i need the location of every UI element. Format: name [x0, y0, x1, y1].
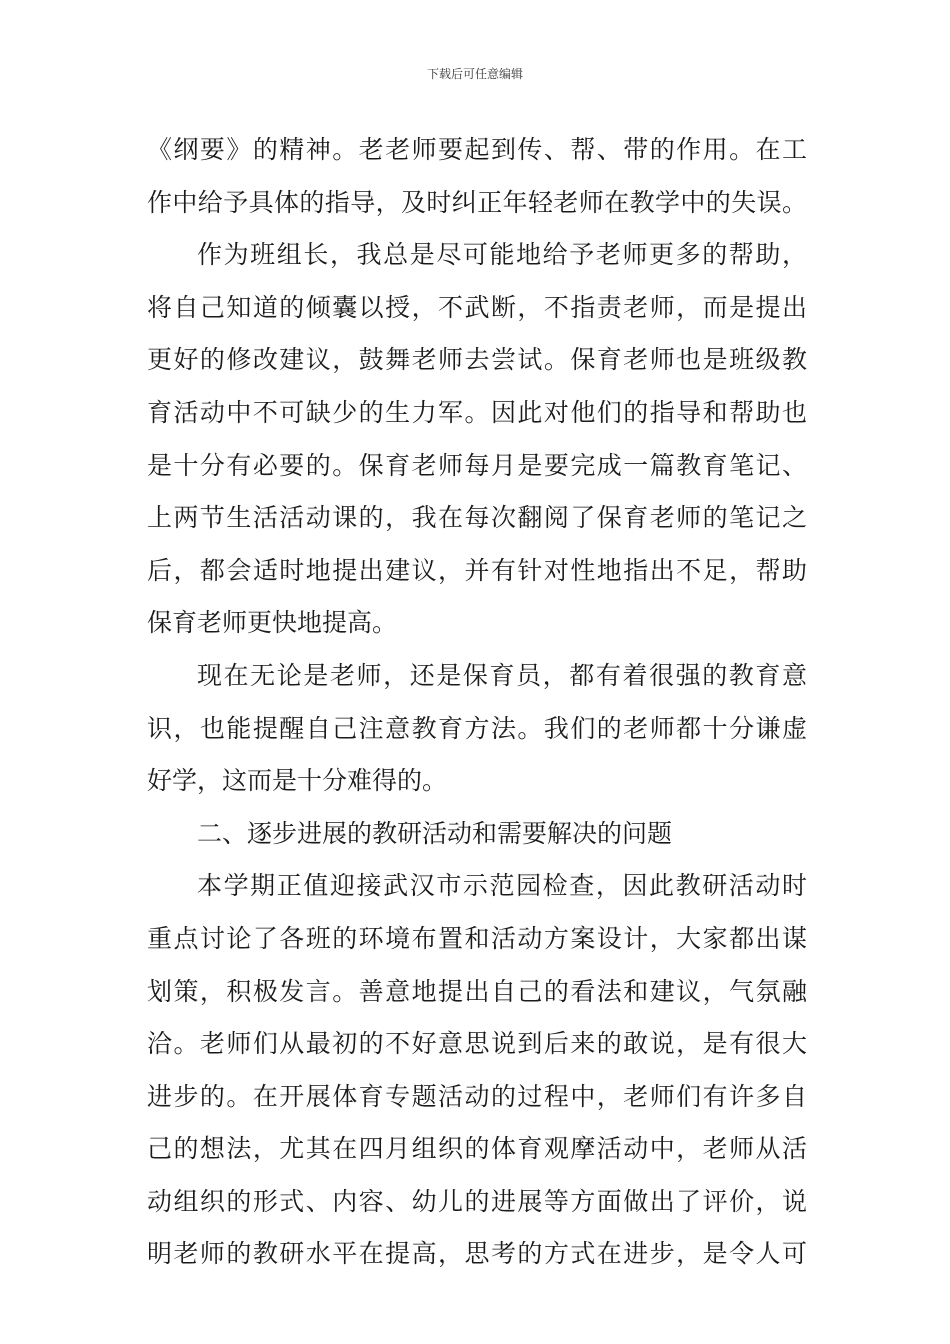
- text-line: 识，也能提醒自己注意教育方法。我们的老师都十分谦虚: [147, 713, 807, 743]
- document-body: [147, 124, 807, 1281]
- text-line: 好学，这而是十分难得的。: [147, 766, 448, 796]
- text-line: 保育老师更快地提高。: [147, 608, 398, 638]
- text-line: 上两节生活活动课的，我在每次翻阅了保育老师的笔记之: [147, 503, 807, 533]
- text-line: 更好的修改建议，鼓舞老师去尝试。保育老师也是班级教: [147, 345, 807, 375]
- text-line: 是十分有必要的。保育老师每月是要完成一篇教育笔记、: [147, 450, 807, 480]
- text-line: 动组织的形式、内容、幼儿的进展等方面做出了评价，说: [147, 1186, 807, 1216]
- text-line: 划策，积极发言。善意地提出自己的看法和建议，气氛融: [147, 976, 807, 1006]
- page-header-note: 下载后可任意编辑: [426, 67, 523, 81]
- text-line: 明老师的教研水平在提高，思考的方式在进步，是令人可: [147, 1239, 807, 1269]
- text-line: 将自己知道的倾囊以授，不武断，不指责老师，而是提出: [147, 292, 807, 322]
- text-line: 本学期正值迎接武汉市示范园检查，因此教研活动时: [197, 871, 807, 901]
- text-line: 后，都会适时地提出建议，并有针对性地指出不足，帮助: [147, 555, 807, 585]
- text-line: 现在无论是老师，还是保育员，都有着很强的教育意: [197, 660, 807, 690]
- text-line: 《纲要》的精神。老老师要起到传、帮、带的作用。在工: [147, 135, 807, 164]
- text-line: 进步的。在开展体育专题活动的过程中，老师们有许多自: [147, 1081, 807, 1111]
- section-heading: 二、逐步进展的教研活动和需要解决的问题: [197, 818, 673, 848]
- text-line: 洽。老师们从最初的不好意思说到后来的敢说，是有很大: [147, 1029, 807, 1059]
- text-line: 作为班组长，我总是尽可能地给予老师更多的帮助，: [197, 240, 807, 270]
- text-line: 育活动中不可缺少的生力军。因此对他们的指导和帮助也: [147, 397, 807, 427]
- text-line: 己的想法，尤其在四月组织的体育观摩活动中，老师从活: [147, 1134, 807, 1164]
- text-line: 作中给予具体的指导，及时纠正年轻老师在教学中的失误。: [147, 187, 807, 217]
- text-line: 重点讨论了各班的环境布置和活动方案设计，大家都出谋: [147, 923, 807, 953]
